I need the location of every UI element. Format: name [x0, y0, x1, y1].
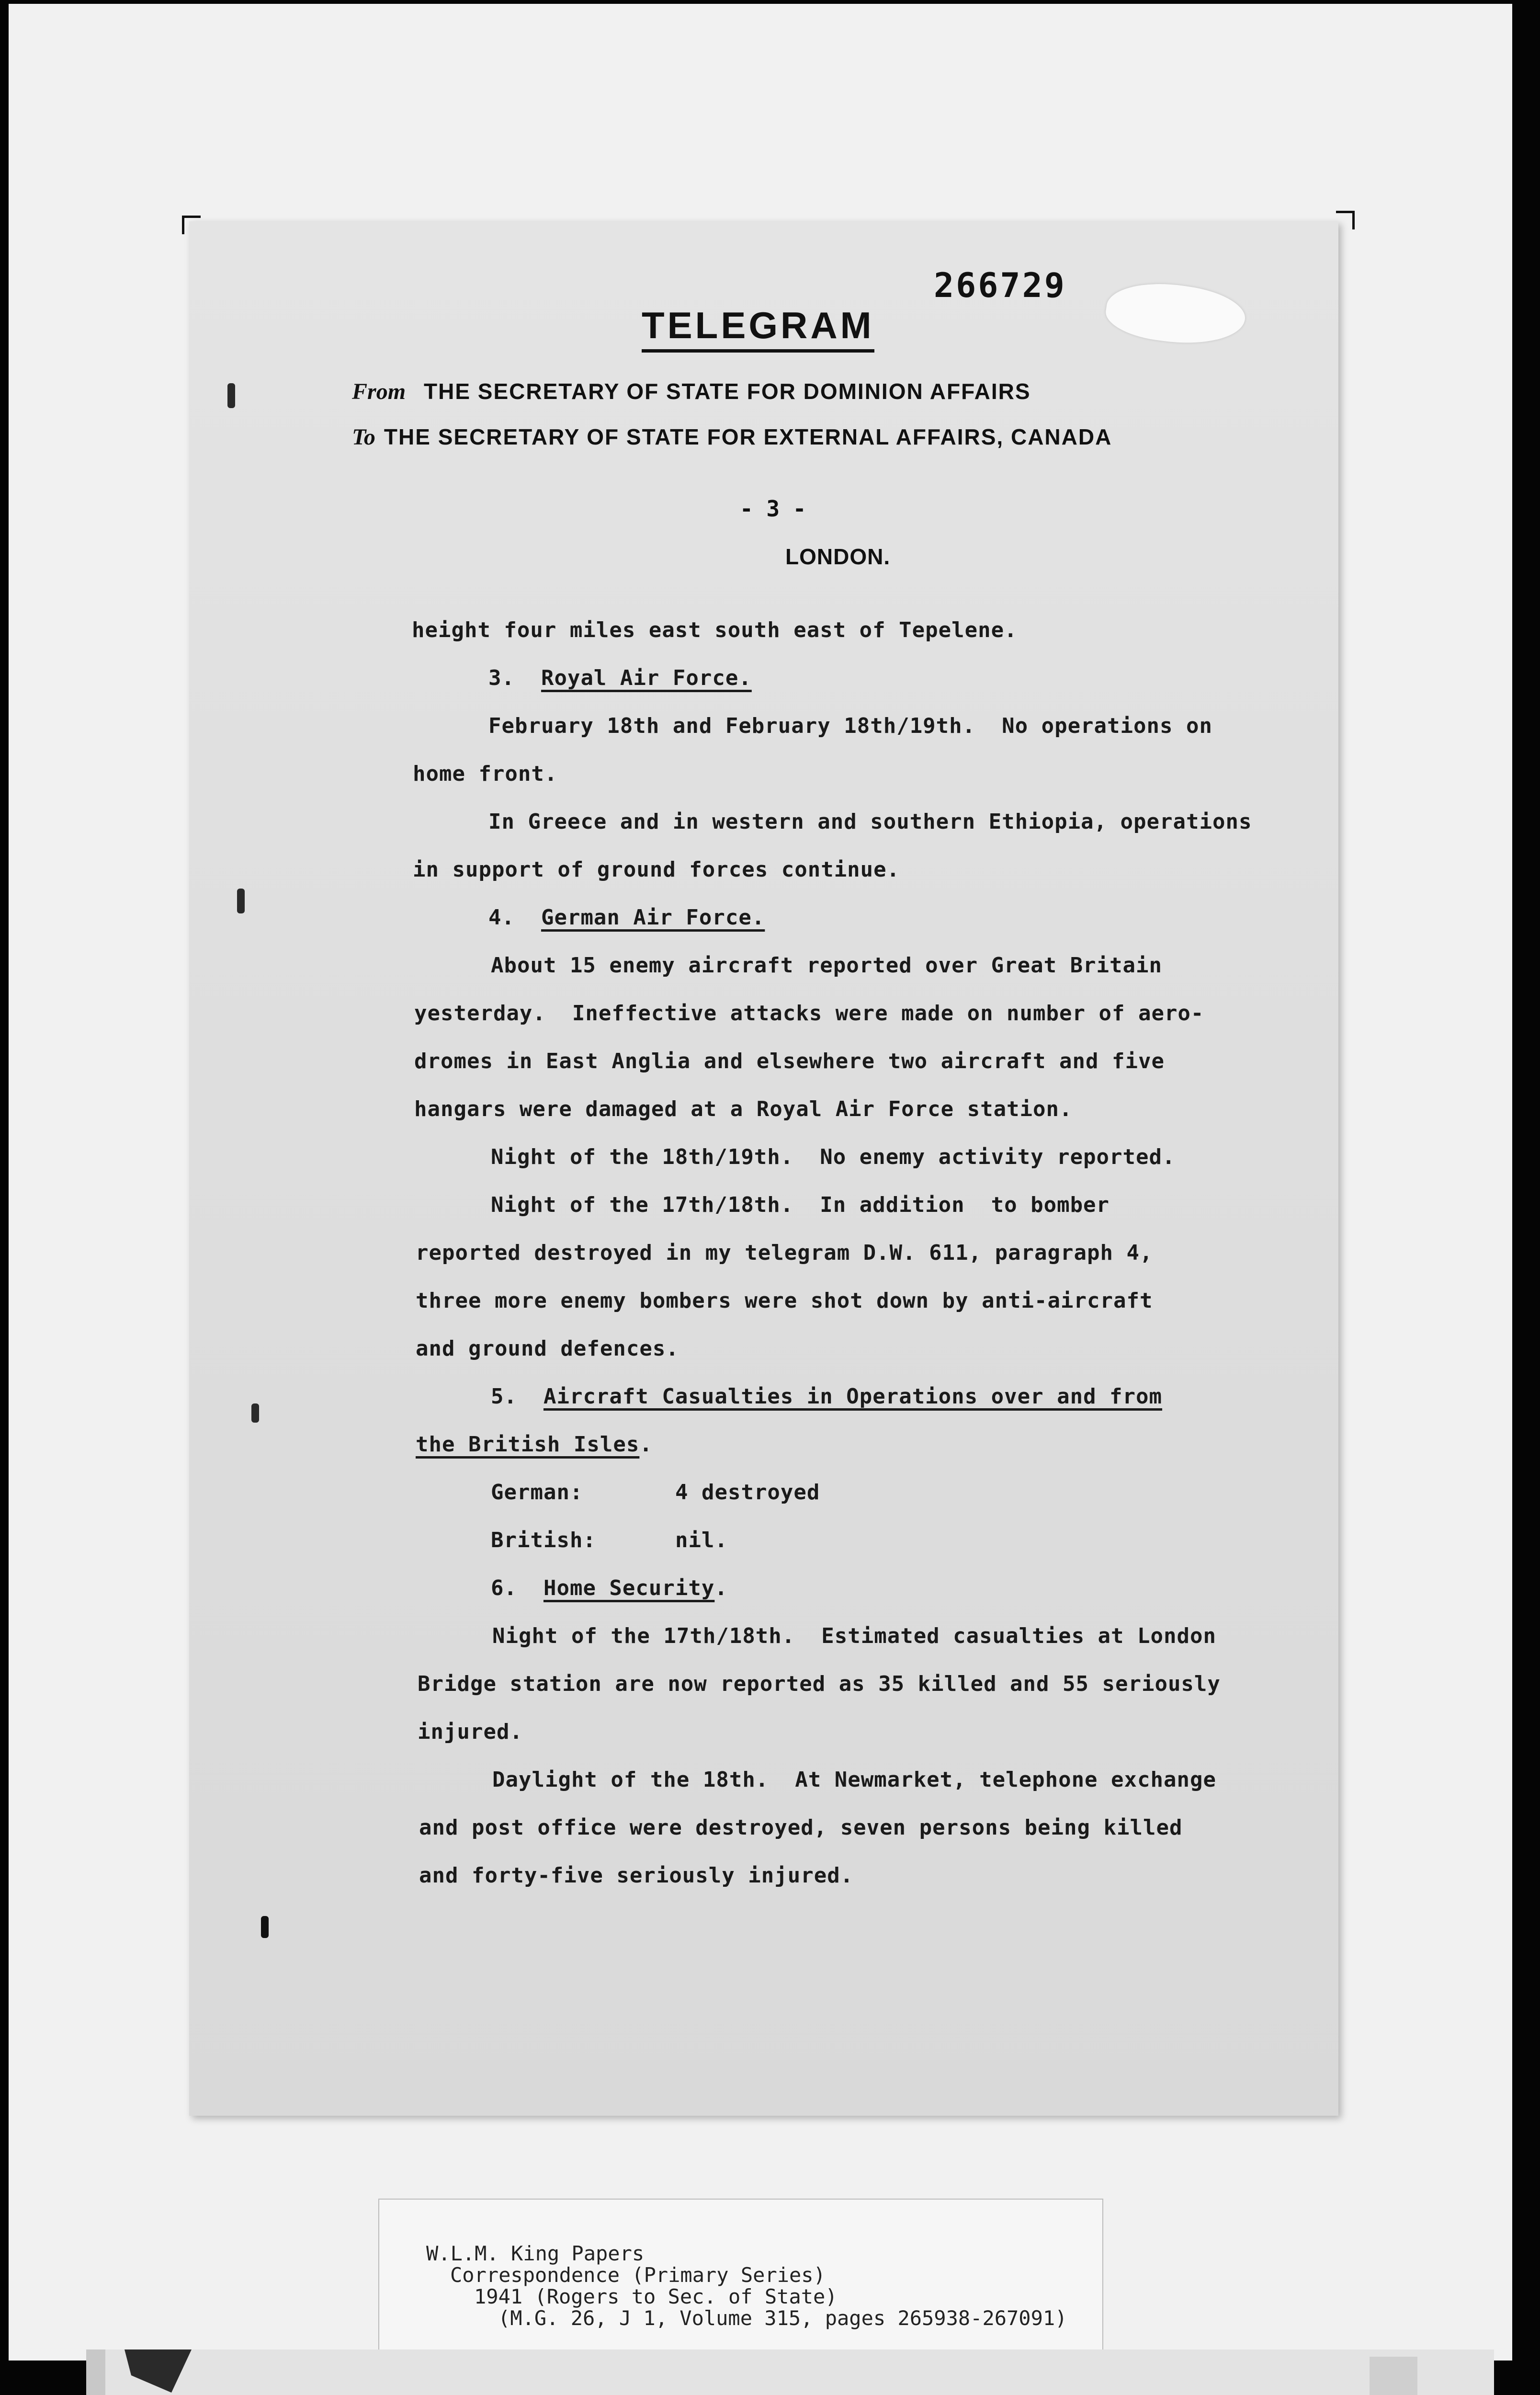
- text-line: height four miles east south east of Tepelene.: [412, 618, 1018, 642]
- archive-label-line: W.L.M. King Papers: [426, 2242, 645, 2265]
- text-line: yesterday. Ineffective attacks were made on number of aero-: [414, 1001, 1204, 1026]
- place-of-origin: LONDON.: [785, 544, 891, 569]
- casualty-label: German:: [491, 1480, 583, 1505]
- card-edge: [1370, 2357, 1417, 2395]
- binder-hole: [237, 889, 245, 913]
- section-heading: [488, 666, 752, 690]
- text-line: in support of ground forces continue.: [413, 857, 900, 882]
- punctuation: .: [639, 1432, 653, 1457]
- section-number: 5.: [491, 1384, 517, 1409]
- from-line: [352, 378, 1031, 405]
- from-label: From: [352, 379, 406, 404]
- to-label: To: [352, 424, 375, 450]
- section-number: 3.: [488, 666, 515, 690]
- crop-mark-top-right: [1336, 211, 1355, 229]
- section-number: 6.: [491, 1576, 517, 1600]
- text-line: In Greece and in western and southern Ethiopia, operations: [488, 810, 1252, 834]
- text-line: and post office were destroyed, seven persons being killed: [419, 1815, 1183, 1840]
- section-heading: [491, 1384, 1162, 1409]
- text-line: reported destroyed in my telegram D.W. 611, paragraph 4,: [416, 1241, 1153, 1265]
- section-title: Home Security: [543, 1576, 715, 1600]
- to-line: [352, 424, 1112, 450]
- document-title: TELEGRAM: [642, 304, 874, 353]
- serial-number: 266729: [934, 266, 1066, 305]
- page-number: - 3 -: [740, 496, 806, 522]
- to-text: THE SECRETARY OF STATE FOR EXTERNAL AFFAIRS, CANADA: [384, 424, 1112, 449]
- section-title: Aircraft Casualties in Operations over and from: [543, 1384, 1163, 1409]
- archive-label-line: (M.G. 26, J 1, Volume 315, pages 265938-267091): [498, 2306, 1067, 2330]
- text-line: Night of the 18th/19th. No enemy activity reported.: [491, 1145, 1176, 1169]
- section-number: 4.: [488, 905, 515, 930]
- archive-label-line: 1941 (Rogers to Sec. of State): [474, 2285, 838, 2308]
- section-heading: [491, 1576, 728, 1600]
- text-line: February 18th and February 18th/19th. No operations on: [488, 714, 1212, 738]
- casualty-label: British:: [491, 1528, 596, 1552]
- text-line: hangars were damaged at a Royal Air Force station.: [414, 1097, 1073, 1121]
- section-heading: [488, 905, 765, 930]
- text-line: and forty-five seriously injured.: [419, 1863, 854, 1888]
- casualty-value: nil.: [675, 1528, 728, 1552]
- text-line: About 15 enemy aircraft reported over Great Britain: [491, 953, 1163, 978]
- text-line: injured.: [418, 1720, 523, 1744]
- text-line: Night of the 17th/18th. In addition to bomber: [491, 1193, 1110, 1217]
- binder-hole: [251, 1403, 259, 1423]
- from-text: THE SECRETARY OF STATE FOR DOMINION AFFAIRS: [424, 379, 1031, 404]
- section-title: Royal Air Force.: [541, 666, 752, 690]
- text-line: Bridge station are now reported as 35 killed and 55 seriously: [418, 1672, 1221, 1696]
- archive-label-line: Correspondence (Primary Series): [450, 2263, 826, 2287]
- text-line: three more enemy bombers were shot down by anti-aircraft: [416, 1289, 1153, 1313]
- casualty-value: 4 destroyed: [675, 1480, 820, 1505]
- section-heading-continued: [416, 1432, 653, 1457]
- text-line: Daylight of the 18th. At Newmarket, telephone exchange: [492, 1768, 1216, 1792]
- binder-hole: [261, 1916, 269, 1938]
- section-title: German Air Force.: [541, 905, 765, 930]
- text-line: and ground defences.: [416, 1336, 679, 1361]
- punctuation: .: [714, 1576, 728, 1600]
- archives-stamp-card: [86, 2349, 1494, 2395]
- text-line: dromes in East Anglia and elsewhere two aircraft and five: [414, 1049, 1165, 1073]
- text-line: home front.: [413, 762, 558, 786]
- section-title-continued: the British Isles: [416, 1432, 640, 1457]
- text-line: Night of the 17th/18th. Estimated casualties at London: [492, 1624, 1216, 1648]
- binder-hole: [227, 383, 235, 408]
